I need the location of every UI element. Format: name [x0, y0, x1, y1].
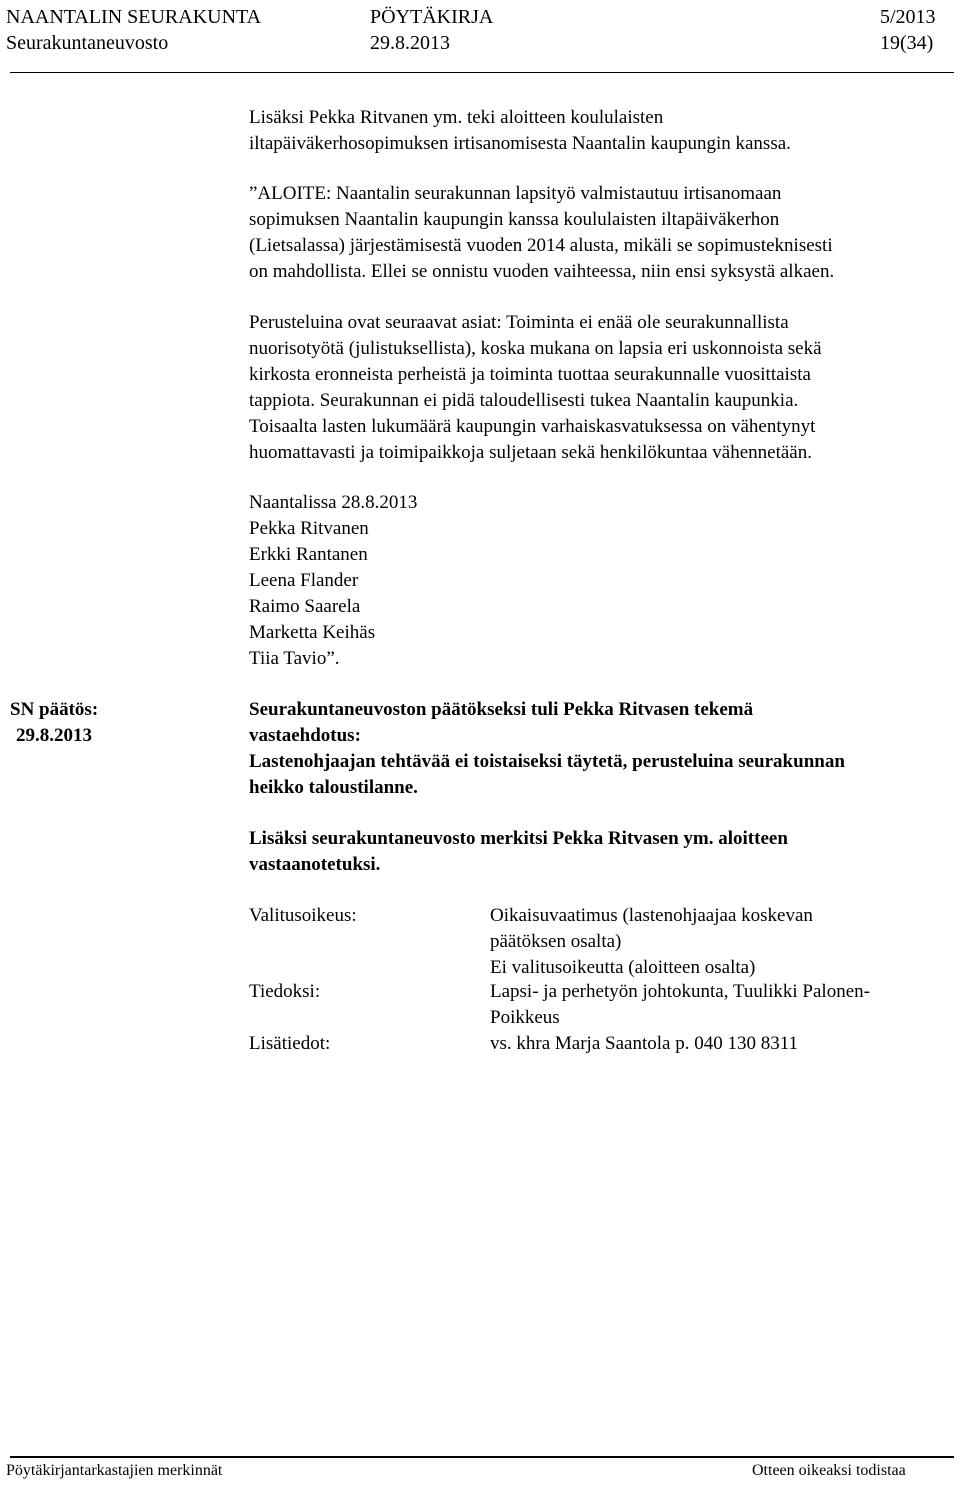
decision-date: 29.8.2013 [16, 725, 92, 746]
decision-line: Seurakuntaneuvoston päätökseksi tuli Pekka Ritvasen tekemä [249, 699, 754, 720]
signature-name: Pekka Ritvanen [249, 518, 369, 539]
signature-name: Raimo Saarela [249, 596, 361, 617]
header-number: 5/2013 [880, 6, 936, 28]
grounds-line: nuorisotyötä (julistuksellista), koska mukana on lapsia eri uskonnoista sekä [249, 338, 822, 359]
intro-paragraph [249, 105, 949, 157]
footer-left: Pöytäkirjantarkastajien merkinnät [6, 1462, 223, 1479]
initiative-line: (Lietsalassa) järjestämisestä vuoden 2014 alusta, mikäli se sopimusteknisesti [249, 235, 833, 256]
appeal-label: Valitusoikeus: [249, 905, 357, 926]
notify-line: Lapsi- ja perhetyön johtokunta, Tuulikki Palonen- [490, 981, 870, 1002]
decision-addendum [249, 826, 949, 878]
header-doc-type: PÖYTÄKIRJA [370, 6, 494, 28]
footer-rule [10, 1456, 954, 1458]
header-date: 29.8.2013 [370, 32, 450, 54]
footer-right: Otteen oikeaksi todistaa [752, 1462, 906, 1479]
more-info-value: vs. khra Marja Saantola p. 040 130 8311 [490, 1033, 798, 1054]
initiative-line: sopimuksen Naantalin kaupungin kanssa koululaisten iltapäiväkerhon [249, 209, 780, 230]
intro-line: Lisäksi Pekka Ritvanen ym. teki aloitteen koululaisten [249, 107, 664, 128]
notify-line: Poikkeus [490, 1007, 560, 1028]
initiative-line: on mahdollista. Ellei se onnistu vuoden vaihteessa, niin ensi syksystä alkaen. [249, 261, 835, 282]
appeal-line: Oikaisuvaatimus (lastenohjaajaa koskevan [490, 905, 813, 926]
appeal-line: päätöksen osalta) [490, 931, 622, 952]
intro-line: iltapäiväkerhosopimuksen irtisanomisesta Naantalin kaupungin kanssa. [249, 133, 791, 154]
addendum-line: vastaanotetuksi. [249, 854, 381, 875]
signature-place-date: Naantalissa 28.8.2013 [249, 492, 418, 513]
decision-text [249, 697, 949, 801]
addendum-line: Lisäksi seurakuntaneuvosto merkitsi Pekka Ritvasen ym. aloitteen [249, 828, 788, 849]
grounds-line: Perusteluina ovat seuraavat asiat: Toiminta ei enää ole seurakunnallista [249, 312, 789, 333]
appeal-value [490, 903, 813, 981]
initiative-line: ”ALOITE: Naantalin seurakunnan lapsityö valmistautuu irtisanomaan [249, 183, 782, 204]
decision-label: SN päätös: [10, 699, 99, 720]
grounds-line: Toisaalta lasten lukumäärä kaupungin varhaiskasvatuksessa on vähentynyt [249, 416, 816, 437]
header-page: 19(34) [880, 32, 934, 54]
header-body: Seurakuntaneuvosto [6, 32, 169, 54]
decision-line: Lastenohjaajan tehtävää ei toistaiseksi täytetä, perusteluina seurakunnan [249, 751, 845, 772]
signature-block [249, 490, 949, 672]
notify-value [490, 979, 870, 1031]
signature-name: Erkki Rantanen [249, 544, 368, 565]
appeal-line: Ei valitusoikeutta (aloitteen osalta) [490, 957, 756, 978]
signature-name: Tiia Tavio”. [249, 648, 340, 669]
grounds-paragraph [249, 310, 949, 466]
grounds-line: huomattavasti ja toimipaikkoja suljetaan sekä henkilökuntaa vähennetään. [249, 442, 812, 463]
grounds-line: kirkosta eronneista perheistä ja toiminta tuottaa seurakunnalle vuosittaista [249, 364, 811, 385]
grounds-line: tappiota. Seurakunnan ei pidä taloudellisesti tukea Naantalin kaupunkia. [249, 390, 799, 411]
header-org: NAANTALIN SEURAKUNTA [6, 6, 262, 28]
decision-line: heikko taloustilanne. [249, 777, 418, 798]
header-rule [10, 72, 954, 73]
more-info-label: Lisätiedot: [249, 1033, 331, 1054]
notify-label: Tiedoksi: [249, 981, 321, 1002]
signature-name: Marketta Keihäs [249, 622, 376, 643]
signature-name: Leena Flander [249, 570, 359, 591]
decision-line: vastaehdotus: [249, 725, 361, 746]
initiative-paragraph [249, 181, 949, 285]
